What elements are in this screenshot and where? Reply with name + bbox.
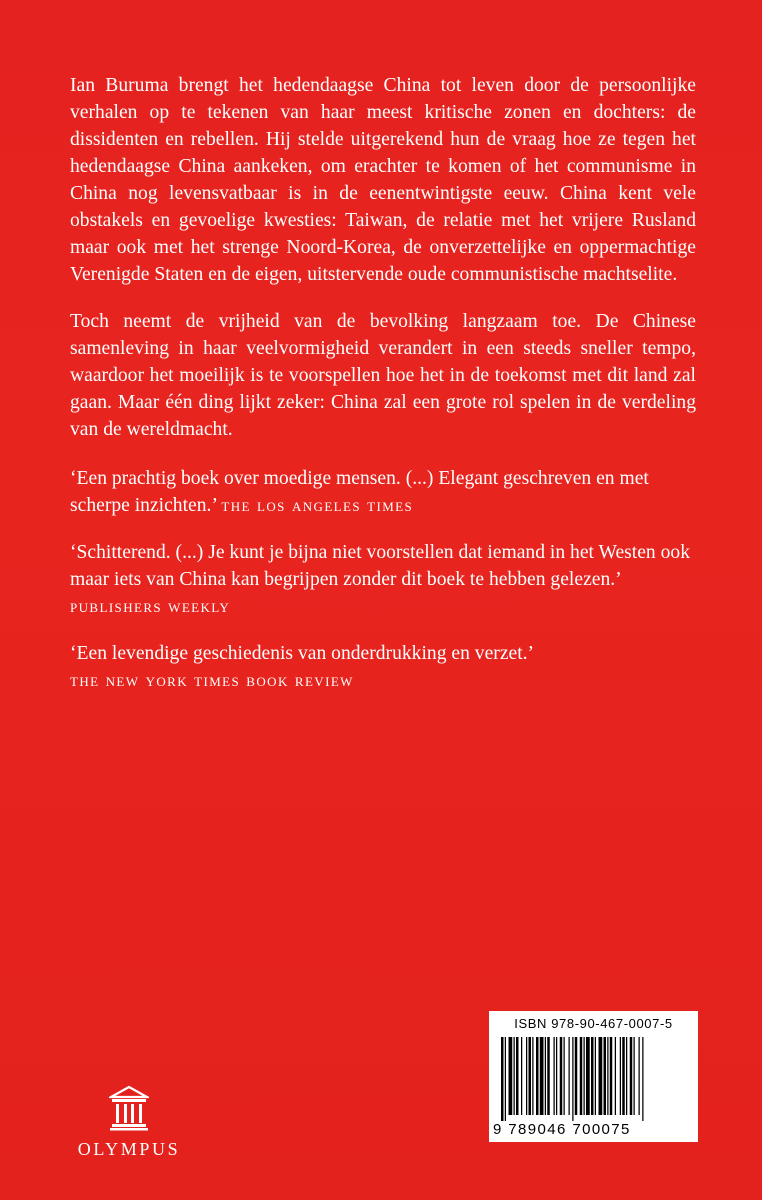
publisher-logo bbox=[70, 1085, 188, 1160]
blurb-paragraph-1: Ian Buruma brengt het hedendaagse China tot leven door de persoonlijke verhalen op te tekenen van haar meest kritische zonen en dochters: de dissidenten en rebellen. Hij stelde uitgerekend hun de vraag hoe ze tegen het hedendaagse China aankeken, om erachter te komen of het communisme in China nog levensvatbaar is in de eenentwintigste eeuw. China kent vele obstakels en gevoelige kwesties: Taiwan, de relatie met het vrijere Rusland maar ook met het strenge Noord-Korea, de onverzettelijke en oppermachtige Verenigde Staten en de eigen, uitstervende oude communistische machtselite. bbox=[70, 75, 696, 285]
review-text: ‘Schitterend. (...) Je kunt je bijna niet voorstellen dat iemand in het Westen ook maar iets van China kan begrijpen zonder dit boek te hebben gelezen.’ bbox=[70, 542, 691, 590]
publisher-name: OLYMPUS bbox=[77, 1139, 181, 1159]
blurb-paragraph-2: Toch neemt de vrijheid van de bevolking langzaam toe. De Chinese samenleving in haar veelvormigheid verandert in een steeds sneller tempo, waardoor het moeilijk is te voorspellen hoe het in de toekomst met dit land zal gaan. Maar één ding lijkt zeker: China zal een grote rol spelen in de verdeling van de wereldmacht. bbox=[70, 311, 696, 440]
review-source: the los angeles times bbox=[221, 495, 414, 516]
blurb-text bbox=[70, 72, 696, 714]
review-source: publishers weekly bbox=[70, 596, 231, 617]
review-text: ‘Een levendige geschiedenis van onderdrukking en verzet.’ bbox=[70, 643, 535, 664]
review-text: ‘Een prachtig boek over moedige mensen. (...) Elegant geschreven en met scherpe inzichten.’ bbox=[70, 468, 649, 516]
review-quote bbox=[70, 640, 696, 694]
barcode-label bbox=[489, 1011, 698, 1142]
isbn-text: ISBN 978-90-467-0007-5 bbox=[514, 1016, 673, 1031]
review-source: the new york times book review bbox=[70, 670, 354, 691]
review-quote bbox=[70, 465, 696, 519]
barcode bbox=[501, 1037, 687, 1121]
temple-icon bbox=[109, 1085, 149, 1131]
review-quote bbox=[70, 539, 696, 620]
barcode-digits: 9 789046 700075 bbox=[493, 1121, 631, 1138]
